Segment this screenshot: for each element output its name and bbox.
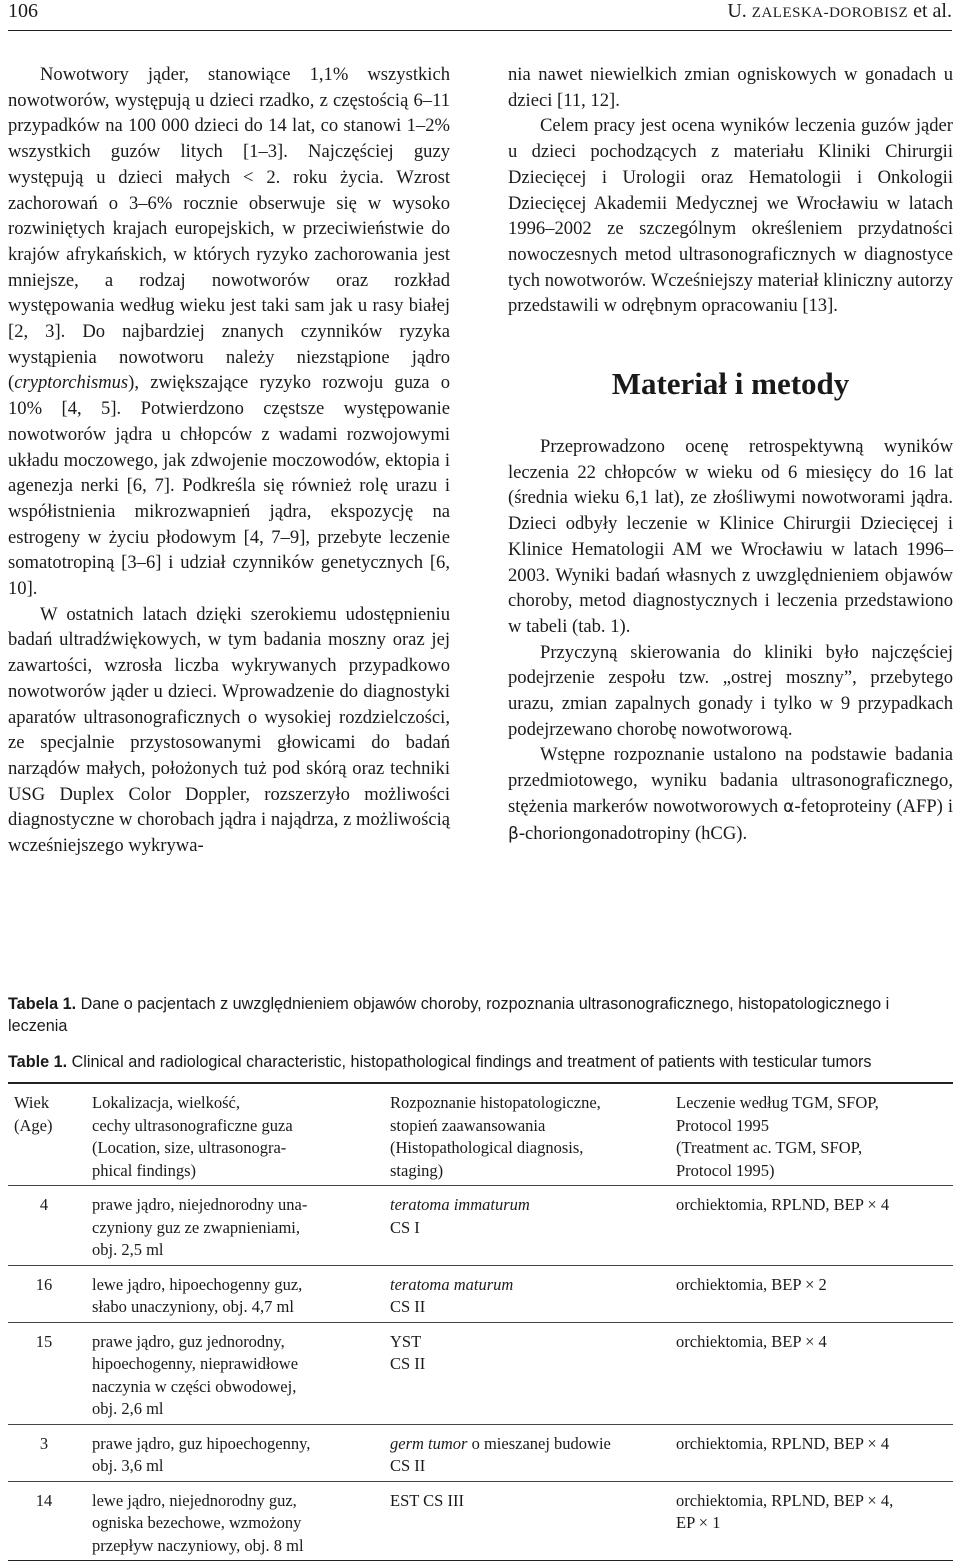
cell-treatment: orchiektomia, BEP × 2 <box>664 1265 953 1322</box>
table-row <box>8 1265 953 1322</box>
cell-age: 4 <box>8 1186 86 1266</box>
cell-histopathology: EST CS III <box>378 1481 664 1561</box>
cell-location: prawe jądro, guz jednorodny, hipoechogenny, nieprawidłowe naczynia w części obwodowej, obj. 2,6 ml <box>86 1322 378 1424</box>
right-column <box>508 62 953 847</box>
cell-histopathology: teratoma immaturum CS I <box>378 1186 664 1266</box>
methods-paragraph-1: Przeprowadzono ocenę retrospektywną wyników leczenia 22 chłopców w wieku od 6 miesięcy do 16 lat (średnia wieku 6,1 lat), ze złośliwymi nowotworami jądra. Dzieci odbyły leczenie w Klinice Chirurgii Dziecięcej i Klinice Hematologii AM we Wrocławiu w latach 1996–2003. Wyniki badań własnych z uwzględnieniem objawów choroby, metod diagnostycznych i leczenia przedstawiono w tabeli (tab. 1). <box>508 436 953 637</box>
left-column <box>8 62 450 859</box>
author-surname: ZALESKA-DOROBISZ <box>751 5 909 21</box>
cell-location: prawe jądro, guz hipoechogenny, obj. 3,6 ml <box>86 1424 378 1481</box>
cell-location: lewe jądro, hipoechogenny guz, słabo unaczyniony, obj. 4,7 ml <box>86 1265 378 1322</box>
intro-paragraph-continued: nia nawet niewielkich zmian ogniskowych w gonadach u dzieci [11, 12]. <box>508 64 953 111</box>
cell-age: 16 <box>8 1265 86 1322</box>
header-location: Lokalizacja, wielkość, cechy ultrasonograficzne guza (Location, size, ultrasonogra- phical findings) <box>92 1093 293 1180</box>
header-rule <box>8 30 952 31</box>
cell-histopathology: YST CS II <box>378 1322 664 1424</box>
table-caption-pl: Tabela 1. Dane o pacjentach z uwzględnieniem objawów choroby, rozpoznania ultrasonograficznego, histopatologicznego i leczenia <box>8 995 890 1035</box>
table-row <box>8 1322 953 1424</box>
running-header <box>8 0 952 30</box>
intro-paragraph-1: Nowotwory jąder, stanowiące 1,1% wszystkich nowotworów, występują u dzieci rzadko, z częstością 6–11 przypadków na 100 000 dzieci do 14 lat, co stanowi 1–2% wszystkich guzów litych [1–3]. Najczęściej guzy występują u dzieci małych < 2. roku życia. Wzrost zachorowań o 3–6% rocznie obserwuje się w wysoko rozwiniętych krajach europejskich, w przeciwieństwie do krajów afrykańskich, w których ryzyko zachorowania jest mniejsze, a rodzaj nowotworów oraz rozkład występowania według wieku jest taki sam jak u rasy białej [2, 3]. Do najbardziej znanych czynników ryzyka wystąpienia nowotworu należy niezstąpione jądro (cryptorchismus), zwiększające ryzyko rozwoju guza o 10% [4, 5]. Potwierdzono częstsze występowanie nowotworów jądra u chłopców z wadami rozwojowymi układu moczowego, jak zdwojenie moczowodów, ektopia i agenezja nerki [6, 7]. Podkreśla się również rolę urazu i współistnienia mikrozwapnień jądra, ekspozycję na estrogeny w życiu płodowym [4, 7–9], przebyte leczenie somatotropiną [3–6] i udział czynników genetycznych [6, 10]. <box>8 64 450 600</box>
header-histopathology: Rozpoznanie histopatologiczne, stopień zaawansowania (Histopathological diagnosis, staging) <box>390 1093 601 1180</box>
cell-treatment: orchiektomia, BEP × 4 <box>664 1322 953 1424</box>
intro-paragraph-2: W ostatnich latach dzięki szerokiemu udostępnieniu badań ultradźwiękowych, w tym badania moszny oraz jej zawartości, wzrosła liczba wykrywanych przypadkowo nowotworów jąder u dzieci. Wprowadzenie do diagnostyki aparatów ultrasonograficznych o wysokiej rozdzielczości, ze specjalnie przystosowanymi głowicami do badań narządów małych, położonych tuż pod skórą oraz techniki USG Duplex Color Doppler, rozszerzyło możliwości diagnostyczne w chorobach jądra i najądrza, z możliwością wcześniejszego wykrywa- <box>8 603 450 857</box>
cell-age: 14 <box>8 1481 86 1561</box>
table-row <box>8 1481 953 1561</box>
table-caption-en: Table 1. Clinical and radiological characteristic, histopathological findings and treatment of patients with testicular tumors <box>8 1053 872 1071</box>
patient-table <box>8 1082 953 1561</box>
cell-location: lewe jądro, niejednorodny guz, ogniska bezechowe, wzmożony przepływ naczyniowy, obj. 8 ml <box>86 1481 378 1561</box>
methods-paragraph-3: Wstępne rozpoznanie ustalono na podstawie badania przedmiotowego, wyniku badania ultrasonograficznego, stężenia markerów nowotworowych α-fetoproteiny (AFP) i β-choriongonadotropiny (hCG). <box>508 744 953 844</box>
section-heading-methods: Materiał i metody <box>611 366 850 402</box>
beta-symbol: β <box>508 823 519 844</box>
cell-treatment: orchiektomia, RPLND, BEP × 4, EP × 1 <box>664 1481 953 1561</box>
cell-age: 3 <box>8 1424 86 1481</box>
header-treatment: Leczenie według TGM, SFOP, Protocol 1995 (Treatment ac. TGM, SFOP, Protocol 1995) <box>676 1093 879 1180</box>
cell-treatment: orchiektomia, RPLND, BEP × 4 <box>664 1424 953 1481</box>
page-number: 106 <box>8 0 38 22</box>
table-row <box>8 1424 953 1481</box>
cell-location: prawe jądro, niejednorodny una- czyniony guz ze zwapnieniami, obj. 2,5 ml <box>86 1186 378 1266</box>
table-header-row <box>8 1083 953 1186</box>
methods-paragraph-2: Przyczyną skierowania do kliniki było najczęściej podejrzenie zespołu tzw. „ostrej moszny”, przebytego urazu, zmian zapalnych gonady i tylko w 9 przypadkach podejrzewano chorobę nowotworową. <box>508 641 953 740</box>
header-age: Wiek (Age) <box>14 1093 53 1135</box>
alpha-symbol: α <box>783 796 795 817</box>
cell-age: 15 <box>8 1322 86 1424</box>
cell-histopathology: teratoma maturum CS II <box>378 1265 664 1322</box>
running-author: U. ZALESKA-DOROBISZ et al. <box>727 0 952 22</box>
cell-histopathology: germ tumor o mieszanej budowie CS II <box>378 1424 664 1481</box>
cell-treatment: orchiektomia, RPLND, BEP × 4 <box>664 1186 953 1266</box>
table-row <box>8 1186 953 1266</box>
aim-paragraph: Celem pracy jest ocena wyników leczenia guzów jąder u dzieci pochodzących z materiału Kliniki Chirurgii Dziecięcej i Urologii oraz Hematologii i Onkologii Dziecięcej Akademii Medycznej we Wrocławiu w latach 1996–2002 ze szczególnym określeniem przydatności nowoczesnych metod ultrasonograficznych w diagnostyce tych nowotworów. Wcześniejszy materiał kliniczny autorzy przedstawili w odrębnym opracowaniu [13]. <box>508 115 953 317</box>
